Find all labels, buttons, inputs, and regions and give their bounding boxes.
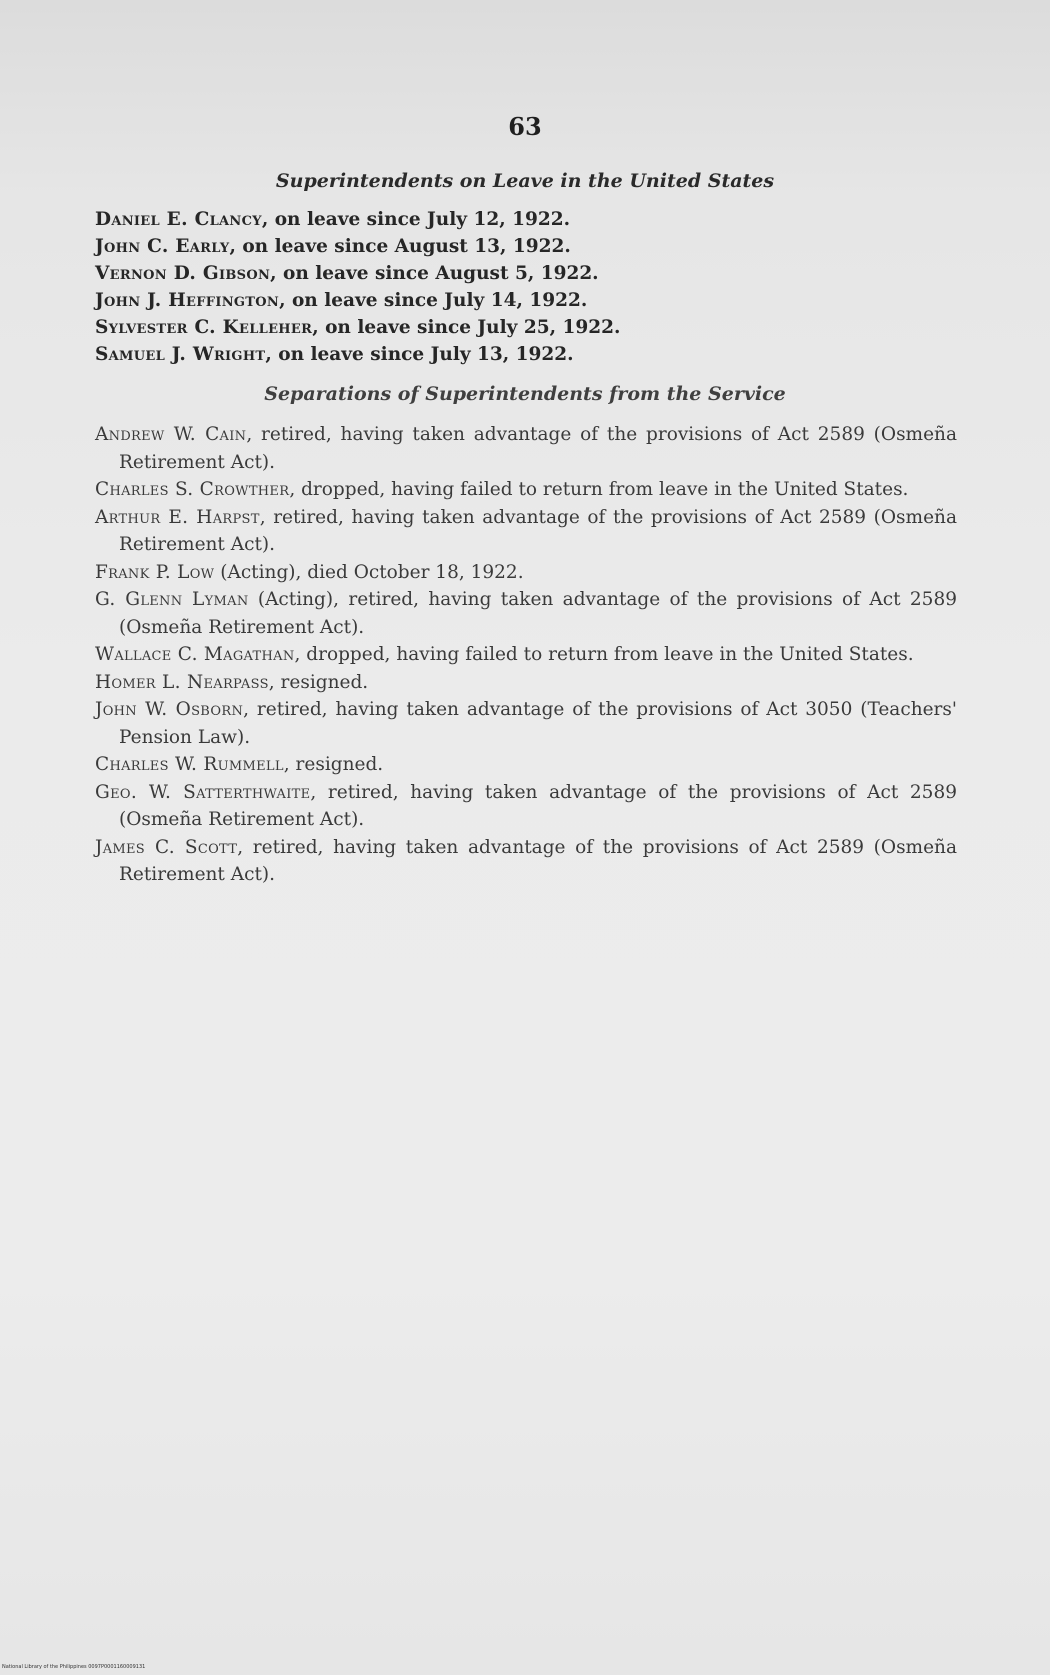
entry-text: (Acting), retired, having taken advantage of the provisions of Act 2589 (Osmeña Retirement Act).: [119, 589, 957, 638]
separation-entry: [95, 834, 957, 889]
separation-entry: [95, 559, 957, 587]
leave-entry: [95, 341, 975, 368]
footer-source: National Library of the Philippines 0097P0001160009131: [2, 1664, 146, 1670]
entry-text: , on leave since August 5, 1922.: [270, 263, 599, 284]
entry-text: , on leave since July 14, 1922.: [279, 290, 588, 311]
entry-name: Charles W. Rummell: [95, 754, 284, 775]
entry-text: , dropped, having failed to return from leave in the United States.: [289, 479, 909, 500]
separation-entry: [95, 476, 957, 504]
entry-text: , retired, having taken advantage of the provisions of Act 2589 (Osmeña Retirement Act).: [119, 781, 957, 830]
entry-text: , retired, having taken advantage of the provisions of Act 2589 (Osmeña Retirement Act).: [119, 424, 957, 473]
entry-text: , retired, having taken advantage of the provisions of Act 2589 (Osmeña Retirement Act).: [119, 506, 957, 555]
entry-name: Vernon D. Gibson: [95, 263, 271, 284]
entry-text: (Acting), died October 18, 1922.: [214, 561, 524, 583]
entry-name: John W. Osborn: [95, 699, 244, 720]
separations-heading: Separations of Superintendents from the Service: [264, 383, 786, 405]
entry-name: G. Glenn Lyman: [95, 589, 249, 610]
entry-name: Homer L. Nearpass: [95, 671, 269, 693]
separation-entry: [95, 641, 957, 669]
separation-entry: [95, 696, 957, 751]
entry-name: Daniel E. Clancy: [95, 209, 262, 230]
entry-name: Frank P. Low: [95, 561, 215, 583]
separation-entry: [95, 586, 957, 641]
page-number: 63: [508, 112, 542, 141]
entry-name: Geo. W. Satterthwaite: [95, 781, 311, 803]
separation-entry: [95, 421, 957, 476]
entry-name: Arthur E. Harpst: [95, 506, 260, 528]
separation-entry: [95, 779, 957, 834]
entry-text: , resigned.: [283, 754, 384, 775]
entry-text: , resigned.: [268, 671, 369, 693]
entry-text: , on leave since July 25, 1922.: [312, 317, 621, 338]
entry-name: Sylvester C. Kelleher: [95, 317, 313, 338]
entry-text: , on leave since July 12, 1922.: [261, 209, 571, 230]
entry-text: , retired, having taken advantage of the provisions of Act 3050 (Teachers' Pension Law).: [119, 699, 957, 748]
entry-text: , retired, having taken advantage of the provisions of Act 2589 (Osmeña Retirement Act).: [119, 836, 957, 885]
separations-list: [95, 421, 957, 889]
entry-text: , on leave since August 13, 1922.: [229, 236, 571, 257]
entry-name: Wallace C. Magathan: [95, 644, 295, 665]
leave-entry: [95, 233, 975, 260]
entry-text: , dropped, having failed to return from leave in the United States.: [294, 644, 914, 665]
leave-entry: [95, 287, 975, 314]
leave-entry: [95, 260, 975, 287]
separation-entry: [95, 751, 957, 779]
separation-entry: [95, 504, 957, 559]
leave-entry: [95, 314, 975, 341]
entry-text: , on leave since July 13, 1922.: [265, 344, 574, 365]
entry-name: James C. Scott: [95, 836, 238, 858]
separation-entry: [95, 669, 957, 697]
entry-name: John C. Early: [95, 236, 230, 257]
entry-name: Andrew W. Cain: [95, 424, 247, 445]
entry-name: John J. Heffington: [95, 290, 280, 311]
entry-name: Charles S. Crowther: [95, 479, 290, 500]
leave-heading: Superintendents on Leave in the United States: [275, 170, 775, 192]
entry-name: Samuel J. Wright: [95, 344, 266, 365]
leave-list: [95, 206, 975, 368]
leave-entry: [95, 206, 975, 233]
